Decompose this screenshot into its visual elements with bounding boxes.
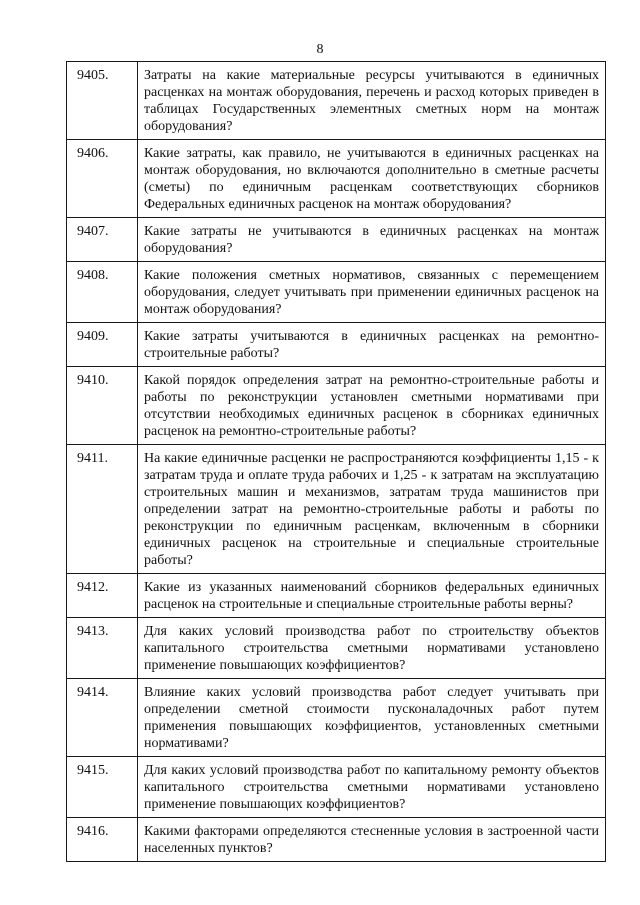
question-text: Для каких условий производства работ по строительству объектов капитального строительства сметными нормативами установлено применение повышающих коэффициентов? [138, 618, 606, 679]
question-number: 9416. [67, 818, 138, 862]
question-text: Какие из указанных наименований сборников федеральных единичных расценок на строительные и специальные строительные работы верны? [138, 574, 606, 618]
table-row [67, 218, 606, 262]
question-text: Какой порядок определения затрат на ремонтно-строительные работы и работы по реконструкции установлен сметными нормативами при отсутствии необходимых единичных расценок в сборниках единичных расценок на ремонтно-строительные работы? [138, 367, 606, 445]
question-number: 9409. [67, 323, 138, 367]
question-number: 9412. [67, 574, 138, 618]
question-number: 9407. [67, 218, 138, 262]
table-row [67, 323, 606, 367]
question-text: На какие единичные расценки не распространяются коэффициенты 1,15 - к затратам труда и оплате труда рабочих и 1,25 - к затратам на эксплуатацию строительных машин и механизмов, затратам труда машинистов при определении затрат на ремонтно-строительные работы и работы по реконструкции по единичным расценкам, включенным в сборники единичных расценок на строительные и специальные строительные работы? [138, 445, 606, 574]
question-number: 9408. [67, 262, 138, 323]
question-text: Какие затраты не учитываются в единичных расценках на монтаж оборудования? [138, 218, 606, 262]
table-row [67, 818, 606, 862]
table-row [67, 62, 606, 140]
table-row [67, 757, 606, 818]
question-text: Влияние каких условий производства работ следует учитывать при определении сметной стоимости пусконаладочных работ путем применения повышающих коэффициентов, установленных сметными нормативами? [138, 679, 606, 757]
question-number: 9411. [67, 445, 138, 574]
question-number: 9410. [67, 367, 138, 445]
question-text: Какие затраты, как правило, не учитываются в единичных расценках на монтаж оборудования, но включаются дополнительно в сметные расчеты (сметы) по единичным расценкам соответствующих сборников Федеральных единичных расценок на монтаж оборудования? [138, 140, 606, 218]
question-text: Для каких условий производства работ по капитальному ремонту объектов капитального строительства сметными нормативами установлено применение повышающих коэффициентов? [138, 757, 606, 818]
question-text: Затраты на какие материальные ресурсы учитываются в единичных расценках на монтаж оборудования, перечень и расход которых приведен в таблицах Государственных элементных сметных норм на монтаж оборудования? [138, 62, 606, 140]
table-row [67, 679, 606, 757]
page-number: 8 [316, 42, 324, 57]
question-number: 9405. [67, 62, 138, 140]
table-row [67, 574, 606, 618]
table-row [67, 618, 606, 679]
question-number: 9415. [67, 757, 138, 818]
table-row [67, 367, 606, 445]
table-row [67, 262, 606, 323]
question-text: Какими факторами определяются стесненные условия в застроенной части населенных пунктов? [138, 818, 606, 862]
table-row [67, 140, 606, 218]
question-number: 9406. [67, 140, 138, 218]
question-text: Какие положения сметных нормативов, связанных с перемещением оборудования, следует учитывать при применении единичных расценок на монтаж оборудования? [138, 262, 606, 323]
table-row [67, 445, 606, 574]
question-number: 9414. [67, 679, 138, 757]
question-text: Какие затраты учитываются в единичных расценках на ремонтно-строительные работы? [138, 323, 606, 367]
questions-table [66, 61, 606, 862]
question-number: 9413. [67, 618, 138, 679]
